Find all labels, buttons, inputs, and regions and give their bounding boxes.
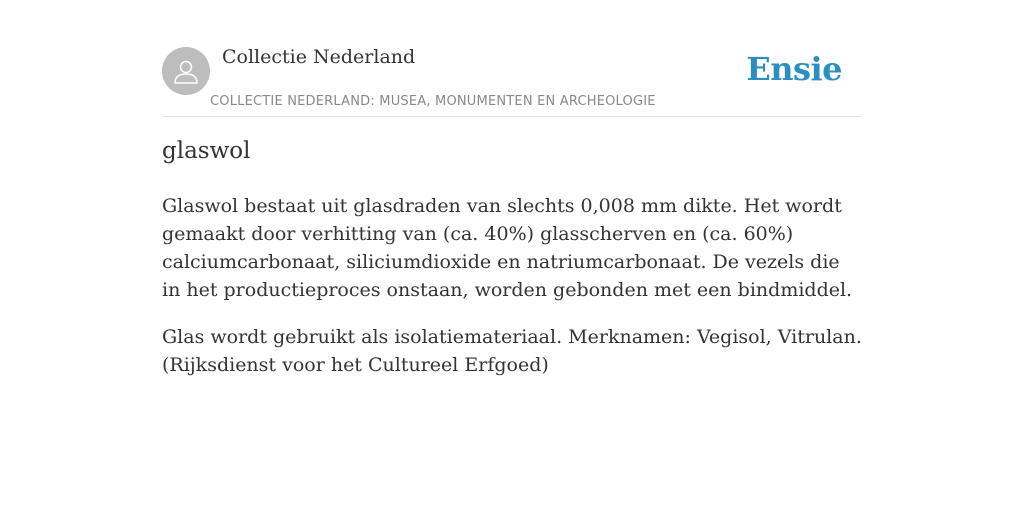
article-header: [162, 44, 862, 117]
article-body: [162, 192, 862, 398]
ensie-logo[interactable]: Ensie: [746, 50, 842, 88]
user-icon: [171, 56, 201, 86]
article-paragraph: Glas wordt gebruikt als isolatiemateriaal. Merknamen: Vegisol, Vitrulan. (Rijksdienst voor het Cultureel Erfgoed): [162, 326, 862, 376]
author-name[interactable]: Collectie Nederland: [222, 46, 416, 68]
article-title: glaswol: [162, 138, 251, 164]
source-label: COLLECTIE NEDERLAND: MUSEA, MONUMENTEN EN ARCHEOLOGIE: [210, 94, 656, 109]
avatar[interactable]: [162, 47, 210, 95]
article-paragraph: Glaswol bestaat uit glasdraden van slechts 0,008 mm dikte. Het wordt gemaakt door verhitting van (ca. 40%) glasscherven en (ca. 60%) calciumcarbonaat, siliciumdioxide en natriumcarbonaat. De vezels die in het productieproces onstaan, worden gebonden met een bindmiddel.: [162, 195, 853, 301]
